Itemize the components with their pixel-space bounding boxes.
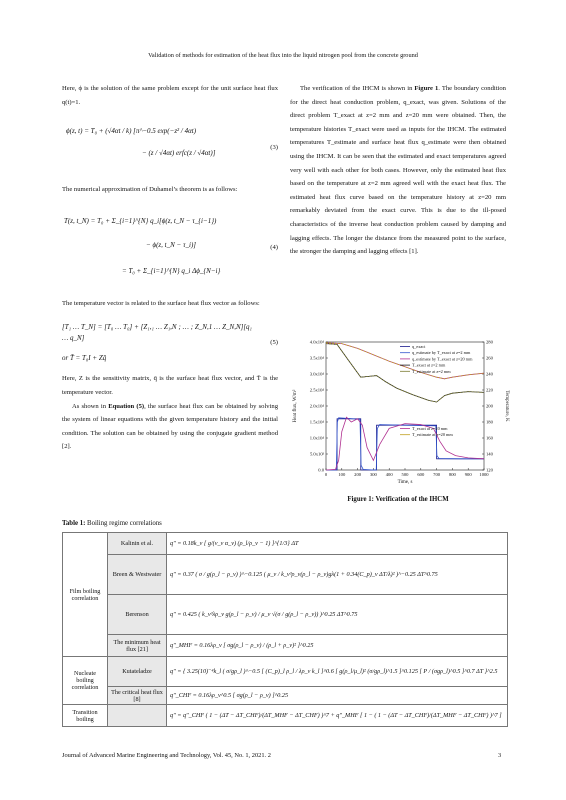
- y-tick-label: 2.5x10⁴: [309, 387, 324, 393]
- legend-entry: T_estimate at z=20 mm: [412, 432, 453, 438]
- y2-tick-label: 200: [486, 403, 493, 409]
- correlation-formula-cell: q″ = 0.18k_v [ g/(ν_v α_v) (ρ_l/ρ_v − 1) ]^{1/3} ΔT: [167, 533, 508, 555]
- table-1-caption-text: Boiling regime correlations: [85, 520, 162, 527]
- x-tick-label: 600: [417, 472, 425, 477]
- correlation-name-cell: The minimum heat flux [21]: [108, 635, 167, 657]
- regime-cell: Film boiling correlation: [63, 533, 108, 657]
- left-paragraph-5-pre: As shown in: [72, 402, 109, 410]
- series-line-1: [326, 418, 484, 470]
- equation-5: [62, 316, 278, 366]
- footer-page-number: 3: [498, 752, 502, 759]
- x-tick-label: 800: [448, 472, 456, 477]
- equation-5-number: (5): [270, 339, 278, 347]
- left-paragraph-2: The numerical approximation of Duhamel’s theorem is as follows:: [62, 186, 238, 194]
- correlation-name-cell: Breen & Westwater: [108, 555, 167, 595]
- x-tick-label: 500: [401, 472, 409, 477]
- x-tick-label: 100: [338, 472, 346, 477]
- equation-5-reference: Equation (5): [108, 402, 145, 410]
- boiling-correlations-table: [62, 532, 508, 727]
- y-tick-label: 2.0x10⁴: [309, 403, 324, 409]
- y-tick-label: 3.5x10⁴: [309, 355, 324, 361]
- regime-cell: Transition boiling: [63, 705, 108, 727]
- equation-5-matrix: [T₁ … T_N] = [T₀ … T₀] + [Z₁,₁ … Z₁,N ; … ; Z_N,1 … Z_N,N][q₁ … q_N]: [62, 323, 252, 343]
- x-tick-label: 900: [464, 472, 472, 477]
- y2-tick-label: 220: [486, 387, 493, 393]
- left-paragraph-4: Here, Z is the sensitivity matrix, q̄ is the surface heat flux vector, and T̄ is the temperature vector.: [62, 375, 278, 396]
- correlation-formula-cell: q″ = 0.425 ( k_v³λρ_v g(ρ_l − ρ_v) / μ_v √(σ / g(ρ_l − ρ_v)) )^0.25 ΔT^0.75: [167, 595, 508, 635]
- left-paragraph-5: [62, 400, 278, 454]
- left-paragraph-1: Here, ϕ is the solution of the same problem except for the unit surface heat flux q(t)=1.: [62, 85, 278, 106]
- y2-tick-label: 160: [486, 435, 493, 441]
- right-paragraph-1-post: . The boundary condition for the direct heat conduction problem, q_exact, was given. Solutions of the direct problem T_exact at z=2 mm and z=20 mm were obtained. Then, the temperature histories T_exact were used as inputs for the IHCM. The estimated temperatures T_estimate and surface heat flux q_estimate were then obtained using the IHCM. It can be seen that the estimated and exact temperatures agreed very well with each other for both cases. However, only the estimated heat flux based on the temperature at z=2 mm agreed well with the exact heat flux. The estimated heat flux curve based on the temperature history at z=20 mm remarkably deviated from the exact curve. This is due to the ill-posed characteristics of the inverse heat conduction problem caused by damping and lagging effects. The longer the distance from the measured point to the surface, the stronger the damping and lagging effects [1].: [290, 85, 506, 256]
- x-axis-label: Time, s: [397, 480, 413, 485]
- left-paragraph-3: The temperature vector is related to the surface heat flux vector as follows:: [62, 299, 260, 307]
- y2-tick-label: 240: [486, 371, 493, 377]
- figure-1-chart: [288, 334, 510, 492]
- series-line-0: [326, 419, 484, 470]
- y2-tick-label: 180: [486, 419, 493, 425]
- equation-4-line-3: = T₀ + Σ_{i=1}^{N} q_i Δϕ_{N−i}: [122, 266, 221, 275]
- correlation-formula-cell: q″_CHF = 0.16λρ_v^0.5 [ σg(ρ_l − ρ_v) ]^0.25: [167, 687, 508, 705]
- table-row: [63, 533, 508, 555]
- x-tick-label: 0: [324, 472, 328, 477]
- legend-entry: T_exact at z=2 mm: [412, 362, 446, 368]
- equation-4-number: (4): [270, 243, 278, 251]
- correlation-name-cell: The critical heat flux [8]: [108, 687, 167, 705]
- correlation-name-cell: Berenson: [108, 595, 167, 635]
- y-axis-label: Heat flux, W/m²: [293, 389, 298, 423]
- figure-1-caption: Figure 1: Verification of the IHCM: [347, 496, 449, 503]
- equation-3-number: (3): [270, 144, 278, 152]
- legend-entry: q_estimate by T_exact at z=2 mm: [412, 350, 471, 356]
- y-tick-label: 5.0x10³: [309, 451, 324, 457]
- table-row: [63, 555, 508, 595]
- figure-1-reference: Figure 1: [414, 85, 439, 92]
- y-tick-label: 1.0x10⁴: [309, 435, 324, 441]
- equation-3-line-2: − (z / √4αt) erfc(z / √4αt)]: [142, 149, 216, 158]
- table-1-container: [62, 532, 508, 727]
- legend-entry: T_estimate at z=2 mm: [412, 368, 451, 374]
- equation-4-line-1: T(z, t_N) = T₀ + Σ_{i=1}^{N} q_i[ϕ(z, t_N − τ_{i−1}): [64, 216, 217, 225]
- y2-tick-label: 120: [486, 467, 493, 473]
- correlation-name-cell: Kalinin et al.: [108, 533, 167, 555]
- y-tick-label: 1.5x10⁴: [309, 419, 324, 425]
- correlation-formula-cell: q″_MHF = 0.16λρ_v [ σg(ρ_l − ρ_v) / (ρ_l + ρ_v)² ]^0.25: [167, 635, 508, 657]
- x-tick-label: 700: [433, 472, 441, 477]
- right-column: [290, 82, 506, 259]
- equation-3: [62, 119, 278, 171]
- table-row: [63, 635, 508, 657]
- correlation-name-cell: [108, 705, 167, 727]
- x-tick-label: 1000: [479, 472, 489, 477]
- x-tick-label: 300: [369, 472, 377, 477]
- table-row: [63, 705, 508, 727]
- legend-entry: q_exact: [412, 344, 426, 349]
- table-1-caption: [62, 520, 162, 527]
- y-tick-label: 4.0x10⁴: [309, 339, 324, 345]
- y2-tick-label: 140: [486, 451, 493, 457]
- correlation-formula-cell: q″ = { 3.25(10)⁻⁴k_l ( σ/gρ_l )^−0.5 [ (C_p)_l ρ_l / λρ_v k_l ]^0.6 [ g(ρ_l/μ_l)² (σ/gρ_l)^1.5 ]^0.125 [ P / (σgρ_l)^0.5 ]^0.7 ΔT }^2.5: [167, 657, 508, 687]
- y-tick-label: 3.0x10⁴: [309, 371, 324, 377]
- legend-entry: T_exact at z=20 mm: [412, 426, 448, 431]
- equation-3-line-1: ϕ(z, t) = T₀ + (√4αt / k) [π^−0.5 exp(−z² / 4αt): [66, 127, 197, 136]
- left-paragraph-5-post: , the surface heat flux can be obtained by solving the system of linear equations with the given temperature history and the initial condition. The solution can be obtained by using the conjugate gradient method [2].: [62, 402, 279, 451]
- equation-4-line-2: − ϕ(z, t_N − τ_i)]: [146, 240, 196, 249]
- equation-5-line-2: or T̄ = T₀I + Zq̄: [62, 354, 107, 363]
- correlation-formula-cell: q″ = q″_CHF ( 1 − (ΔT − ΔT_CHF)/(ΔT_MHF − ΔT_CHF) )^7 + q″_MHF [ 1 − ( 1 − (ΔT − ΔT_CHF)/(ΔT_MHF − ΔT_CHF) )^7 ]: [167, 705, 508, 727]
- x-tick-label: 400: [385, 472, 393, 477]
- equation-4: [62, 207, 278, 289]
- right-paragraph-1-pre: The verification of the IHCM is shown in: [300, 85, 415, 92]
- footer-journal: Journal of Advanced Marine Engineering and Technology, Vol. 45, No. 1, 2021. 2: [62, 752, 271, 759]
- regime-cell: Nucleate boiling correlation: [63, 657, 108, 705]
- table-row: [63, 595, 508, 635]
- correlation-name-cell: Kutateladze: [108, 657, 167, 687]
- y2-tick-label: 280: [486, 339, 493, 345]
- table-1-caption-label: Table 1:: [62, 520, 86, 527]
- left-column: [62, 82, 278, 454]
- y2-axis-label: Temperature, K: [504, 390, 509, 422]
- running-header: Validation of methods for estimation of the heat flux into the liquid nitrogen pool from the concrete ground: [148, 52, 418, 59]
- y-tick-label: 0.0: [318, 467, 324, 473]
- table-row: [63, 657, 508, 687]
- legend-entry: q_estimate by T_exact at z=20 mm: [412, 356, 473, 362]
- x-tick-label: 200: [354, 472, 362, 477]
- y2-tick-label: 260: [486, 355, 493, 361]
- right-paragraph-1: [290, 82, 506, 259]
- table-row: [63, 687, 508, 705]
- correlation-formula-cell: q″ = 0.37 ( σ / g(ρ_l − ρ_v) )^−0.125 ( μ_v / k_v³ρ_v(ρ_l − ρ_v)gλ(1 + 0.34(C_p)_v ΔT/λ)² )^−0.25 ΔT^0.75: [167, 555, 508, 595]
